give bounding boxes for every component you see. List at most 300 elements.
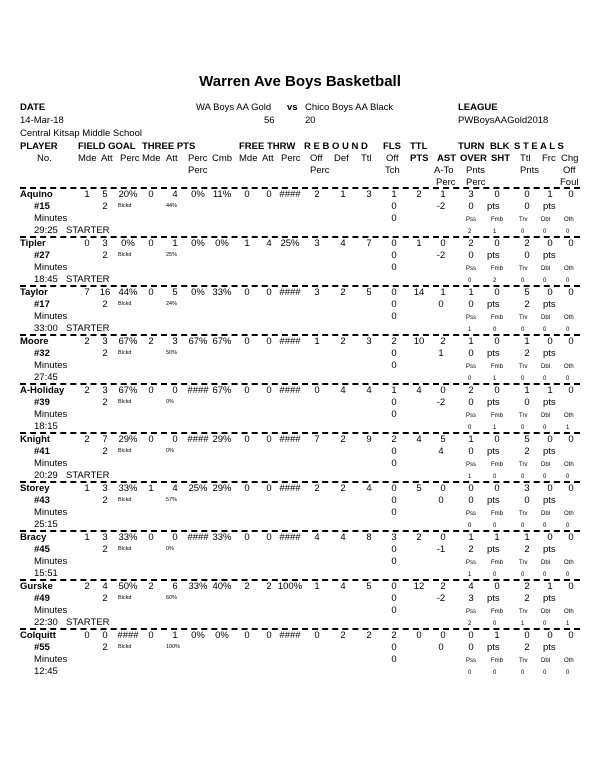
stat-fg-att: 7 [102,434,108,445]
off-tch: 0 [391,299,397,310]
col-turn-perc: Perc [466,177,486,188]
col-ft-att: Att [262,153,274,164]
stat-to: 1 [468,434,474,445]
player-minutes: 29:25 [34,225,58,236]
turnover-count: 0 [521,327,525,333]
turnover-count: 0 [543,523,547,529]
col-fg-att: Att [101,153,113,164]
stat-tp-att: 0 [172,385,178,396]
stat-ft-att: 0 [266,483,272,494]
player-number: #32 [34,348,50,359]
col-sht: SHT [491,153,510,164]
stat-reb-ttl: 4 [366,385,372,396]
player-number: #43 [34,495,50,506]
turnover-type-dbl: Dbl [541,217,551,223]
stat-st-ttl: 0 [524,189,530,200]
turn-pts-value: 0 [468,348,474,359]
col-reb-ttl: Ttl [361,153,372,164]
stat-to: 0 [468,630,474,641]
home-team: WA Boys AA Gold [196,102,272,113]
player-name: Knight [20,434,51,445]
stat-tp-perc: 33% [188,581,208,592]
player-number: #27 [34,250,50,261]
steal-pts-label: pts [543,250,556,261]
stat-fg-perc: #### [117,630,139,641]
stat-st-frc: 1 [547,189,553,200]
stat-ast: 1 [440,287,446,298]
stat-ft-perc: #### [279,483,301,494]
stat-blk: 0 [494,434,500,445]
off-tch-2: 0 [391,458,397,469]
stat-ft-perc: #### [279,385,301,396]
stat-blk: 1 [494,630,500,641]
stat-ast: 0 [440,385,446,396]
turnover-type-fmb: Fmb [491,217,503,223]
turnover-count: 0 [521,278,525,284]
stat-fls: 3 [391,532,397,543]
stat-to: 3 [468,189,474,200]
turnover-count: 0 [521,229,525,235]
league-label: LEAGUE [458,102,498,113]
stat-reb-off: 0 [314,385,320,396]
stat-st-chg: 0 [568,434,574,445]
stat-ft-att: 2 [266,581,272,592]
ato-value: -2 [436,593,446,604]
stat-st-ttl: 2 [524,238,530,249]
col-ato-perc: Perc [436,177,456,188]
col-field-goal: FIELD GOAL [78,141,136,152]
stat-to: 0 [468,483,474,494]
stat-ast: 2 [440,581,446,592]
stat-blk: 0 [494,336,500,347]
stat-st-ttl: 3 [524,483,530,494]
stat-st-ttl: 1 [524,532,530,543]
col-player: PLAYER [20,141,58,152]
turnover-type-pss: Pss [466,413,477,419]
stat-ft-att: 0 [266,336,272,347]
stat-ft-made: 2 [244,581,250,592]
turnover-type-dbl: Dbl [541,609,551,615]
stat-ft-att: 0 [266,189,272,200]
turnover-type-dbl: Dbl [541,462,551,468]
stat-fls: 2 [391,336,397,347]
stat-tp-perc: #### [187,385,209,396]
stat-ast: 0 [440,532,446,543]
blocked-count: 2 [102,544,108,555]
stat-reb-def: 2 [340,434,346,445]
turn-pts-value: 0 [468,642,474,653]
stat-to: 2 [468,385,474,396]
stat-reb-off: 2 [314,483,320,494]
stat-ft-made: 0 [244,434,250,445]
blocked-label: Blckd [118,252,132,258]
steal-pts-value: 0 [524,201,530,212]
stat-fg-made: 0 [84,630,90,641]
player-number: #41 [34,446,50,457]
steal-pts-label: pts [543,495,556,506]
stat-tp-att: 3 [172,336,178,347]
turn-pts-value: 2 [468,544,474,555]
turnover-count: 0 [521,523,525,529]
blocked-count: 2 [102,642,108,653]
stat-reb-off: 0 [314,630,320,641]
away-score: 20 [305,115,316,126]
stat-reb-def: 4 [340,238,346,249]
col-ast: AST [437,153,456,164]
steal-pts-label: pts [543,299,556,310]
player-minutes: 33:00 [34,323,58,334]
turnover-count: 2 [468,621,472,627]
blocked-perc: 0% [166,448,174,454]
report-title: Warren Ave Boys Basketball [199,73,401,90]
blocked-perc: 50% [166,350,178,356]
player-minutes: 27:45 [34,372,58,383]
blocked-count: 2 [102,250,108,261]
turnover-type-oth: Oth [564,364,574,370]
stat-pts: 10 [413,336,425,347]
stat-ft-perc: #### [279,434,301,445]
col-chg-off: Off [563,165,576,176]
turnover-count: 1 [468,327,472,333]
stat-st-frc: 0 [547,336,553,347]
player-name: Taylor [20,287,48,298]
player-name: Storey [20,483,50,494]
stat-to: 2 [468,238,474,249]
ato-value: 4 [438,446,444,457]
stat-st-ttl: 1 [524,385,530,396]
stat-fg-perc: 33% [118,532,138,543]
off-tch: 0 [391,397,397,408]
off-tch-2: 0 [391,556,397,567]
steal-pts-label: pts [543,544,556,555]
player-minutes: 18:45 [34,274,58,285]
turnover-count: 1 [493,229,497,235]
stat-pts: 1 [416,238,422,249]
stat-reb-off: 1 [314,581,320,592]
stat-fg-att: 3 [102,336,108,347]
stat-tp-made: 0 [148,630,154,641]
blocked-label: Blckd [118,203,132,209]
stat-ast: 2 [440,336,446,347]
turnover-type-pss: Pss [466,266,477,272]
stat-ft-made: 0 [244,336,250,347]
stat-to: 4 [468,581,474,592]
stat-fg-att: 4 [102,581,108,592]
blocked-label: Blckd [118,546,132,552]
col-ft-perc: Perc [281,153,301,164]
steal-pts-value: 0 [524,250,530,261]
turnover-type-fmb: Fmb [491,511,503,517]
turn-pts-value: 3 [468,593,474,604]
turnover-count: 0 [468,278,472,284]
turnover-count: 1 [521,621,525,627]
stat-reb-off: 3 [314,238,320,249]
stat-tp-made: 0 [148,532,154,543]
player-minutes: 18:15 [34,421,58,432]
turnover-type-trv: Trv [519,609,528,615]
stat-st-chg: 0 [568,630,574,641]
stat-tp-att: 4 [172,189,178,200]
turnover-type-oth: Oth [564,511,574,517]
turnover-count: 0 [493,621,497,627]
player-name: A-Holiday [20,385,65,396]
stat-reb-ttl: 5 [366,581,372,592]
stat-fg-made: 2 [84,581,90,592]
stat-pts: 0 [416,630,422,641]
stat-tp-made: 2 [148,336,154,347]
turnover-count: 0 [543,572,547,578]
stat-st-frc: 1 [547,581,553,592]
turnover-count: 0 [493,327,497,333]
turnover-count: 0 [543,474,547,480]
turnover-type-pss: Pss [466,609,477,615]
turn-pts-value: 0 [468,397,474,408]
turnover-type-dbl: Dbl [541,364,551,370]
player-number: #55 [34,642,50,653]
stat-fls: 1 [391,385,397,396]
stat-blk: 1 [494,532,500,543]
minutes-label: Minutes [34,556,68,567]
stat-ft-made: 0 [244,483,250,494]
stat-tp-made: 2 [148,581,154,592]
col-free-thrw: FREE THRW [239,141,296,152]
stat-fls: 2 [391,630,397,641]
turnover-count: 0 [521,425,525,431]
stat-cmb: 67% [212,385,232,396]
stat-fls: 0 [391,581,397,592]
steal-pts-label: pts [543,201,556,212]
col-cmb: Cmb [212,153,233,164]
starter-label: STARTER [66,274,110,285]
turnover-count: 0 [521,670,525,676]
starter-label: STARTER [66,470,110,481]
turnover-type-oth: Oth [564,462,574,468]
stat-reb-ttl: 3 [366,336,372,347]
stat-fls: 1 [391,189,397,200]
player-name: Tipler [20,238,46,249]
stat-st-ttl: 5 [524,287,530,298]
stat-blk: 0 [494,238,500,249]
turn-pts-label: pts [487,250,500,261]
stat-pts: 4 [416,385,422,396]
stat-cmb: 29% [212,434,232,445]
turnover-count: 0 [521,572,525,578]
stat-ft-perc: #### [279,336,301,347]
turnover-count: 1 [566,425,570,431]
minutes-label: Minutes [34,360,68,371]
blocked-count: 2 [102,593,108,604]
turnover-type-trv: Trv [519,511,528,517]
stat-tp-att: 0 [172,434,178,445]
col-tp-att: Att [166,153,178,164]
blocked-label: Blckd [118,350,132,356]
stat-tp-att: 6 [172,581,178,592]
stat-fls: 2 [391,434,397,445]
stat-st-chg: 0 [568,532,574,543]
ato-value: -2 [436,201,446,212]
stat-reb-def: 2 [340,287,346,298]
turn-pts-value: 0 [468,250,474,261]
turnover-count: 0 [543,670,547,676]
stat-pts: 2 [416,532,422,543]
stat-tp-perc: 0% [191,287,205,298]
stat-ft-perc: #### [279,532,301,543]
stat-fg-made: 7 [84,287,90,298]
stat-ft-perc: #### [279,630,301,641]
player-minutes: 22:30 [34,617,58,628]
turnover-type-trv: Trv [519,266,528,272]
stat-tp-perc: 0% [191,189,205,200]
home-score: 56 [264,115,275,126]
stat-st-chg: 0 [568,581,574,592]
col-pts: PTS [410,153,429,164]
turnover-type-fmb: Fmb [491,560,503,566]
stat-tp-perc: #### [187,434,209,445]
blocked-label: Blckd [118,448,132,454]
stat-tp-att: 0 [172,532,178,543]
stat-reb-ttl: 9 [366,434,372,445]
steal-pts-value: 2 [524,544,530,555]
stat-cmb: 33% [212,532,232,543]
stat-st-frc: 0 [547,532,553,543]
stat-tp-perc: 0% [191,238,205,249]
turnover-count: 1 [493,376,497,382]
stat-pts: 14 [413,287,425,298]
ato-value: -2 [436,397,446,408]
stat-blk: 0 [494,189,500,200]
turnover-count: 0 [566,278,570,284]
minutes-label: Minutes [34,409,68,420]
off-tch-2: 0 [391,507,397,518]
stat-cmb: 0% [215,238,229,249]
stat-fg-att: 16 [99,287,111,298]
stat-fg-perc: 67% [118,336,138,347]
turn-pts-value: 0 [468,201,474,212]
stat-fg-att: 3 [102,385,108,396]
turnover-count: 0 [566,229,570,235]
blocked-label: Blckd [118,644,132,650]
turn-pts-value: 0 [468,495,474,506]
turnover-type-dbl: Dbl [541,413,551,419]
stat-ft-att: 0 [266,630,272,641]
player-number: #15 [34,201,50,212]
game-location: Central Kitsap Middle School [20,128,142,139]
col-fls: FLS [383,141,401,152]
turnover-count: 2 [468,229,472,235]
blocked-count: 2 [102,299,108,310]
stat-blk: 0 [494,581,500,592]
blocked-count: 2 [102,348,108,359]
stat-cmb: 0% [215,630,229,641]
stat-reb-def: 4 [340,385,346,396]
turnover-type-dbl: Dbl [541,266,551,272]
stat-ft-made: 0 [244,385,250,396]
minutes-label: Minutes [34,605,68,616]
stat-fg-made: 2 [84,385,90,396]
stat-st-frc: 0 [547,287,553,298]
turnover-type-trv: Trv [519,560,528,566]
steal-pts-label: pts [543,446,556,457]
turnover-type-fmb: Fmb [491,315,503,321]
turnover-type-oth: Oth [564,413,574,419]
turn-pts-label: pts [487,544,500,555]
turnover-count: 0 [493,523,497,529]
ato-value: 0 [438,642,444,653]
steal-pts-value: 0 [524,495,530,506]
stat-blk: 0 [494,287,500,298]
stat-pts: 5 [416,483,422,494]
stat-cmb: 67% [212,336,232,347]
stat-ft-att: 0 [266,287,272,298]
stat-st-ttl: 0 [524,630,530,641]
col-frc: Frc [542,153,556,164]
off-tch-2: 0 [391,409,397,420]
turn-pts-label: pts [487,348,500,359]
player-name: Moore [20,336,49,347]
starter-label: STARTER [66,225,110,236]
turn-pts-label: pts [487,593,500,604]
blocked-perc: 57% [166,497,178,503]
turnover-type-pss: Pss [466,217,477,223]
col-off: Off [386,153,399,164]
stat-cmb: 11% [212,189,232,200]
stat-st-chg: 0 [568,238,574,249]
stat-fg-made: 1 [84,532,90,543]
stat-reb-def: 2 [340,483,346,494]
blocked-count: 2 [102,446,108,457]
player-name: Gurske [20,581,53,592]
stat-tp-att: 1 [172,630,178,641]
turnover-count: 0 [493,670,497,676]
stat-tp-att: 1 [172,238,178,249]
stat-ft-made: 0 [244,532,250,543]
stat-tp-perc: 25% [188,483,208,494]
turnover-type-pss: Pss [466,364,477,370]
col-fg-mde: Mde [78,153,97,164]
minutes-label: Minutes [34,458,68,469]
stat-st-ttl: 1 [524,336,530,347]
col-ft-mde: Mde [239,153,258,164]
col-rebound: R E B O U N D [304,141,368,152]
col-ato: A-To [434,165,454,176]
stat-ft-perc: #### [279,189,301,200]
turnover-type-fmb: Fmb [491,413,503,419]
turnover-count: 0 [566,474,570,480]
stat-ast: 0 [440,630,446,641]
stat-reb-off: 4 [314,532,320,543]
stat-fg-perc: 29% [118,434,138,445]
stat-ast: 0 [440,238,446,249]
off-tch: 0 [391,250,397,261]
turnover-type-oth: Oth [564,217,574,223]
stat-fls: 0 [391,238,397,249]
off-tch-2: 0 [391,605,397,616]
turnover-type-pss: Pss [466,658,477,664]
stat-fg-att: 3 [102,238,108,249]
steal-pts-label: pts [543,348,556,359]
stat-st-chg: 0 [568,287,574,298]
turn-pts-label: pts [487,446,500,457]
player-number: #39 [34,397,50,408]
turnover-count: 1 [468,474,472,480]
col-st-ttl: Ttl [520,153,531,164]
turnover-count: 0 [566,572,570,578]
turnover-count: 0 [468,376,472,382]
turnover-count: 0 [493,572,497,578]
ato-value: -2 [436,250,446,261]
blocked-perc: 24% [166,301,178,307]
col-ttl: TTL [410,141,428,152]
